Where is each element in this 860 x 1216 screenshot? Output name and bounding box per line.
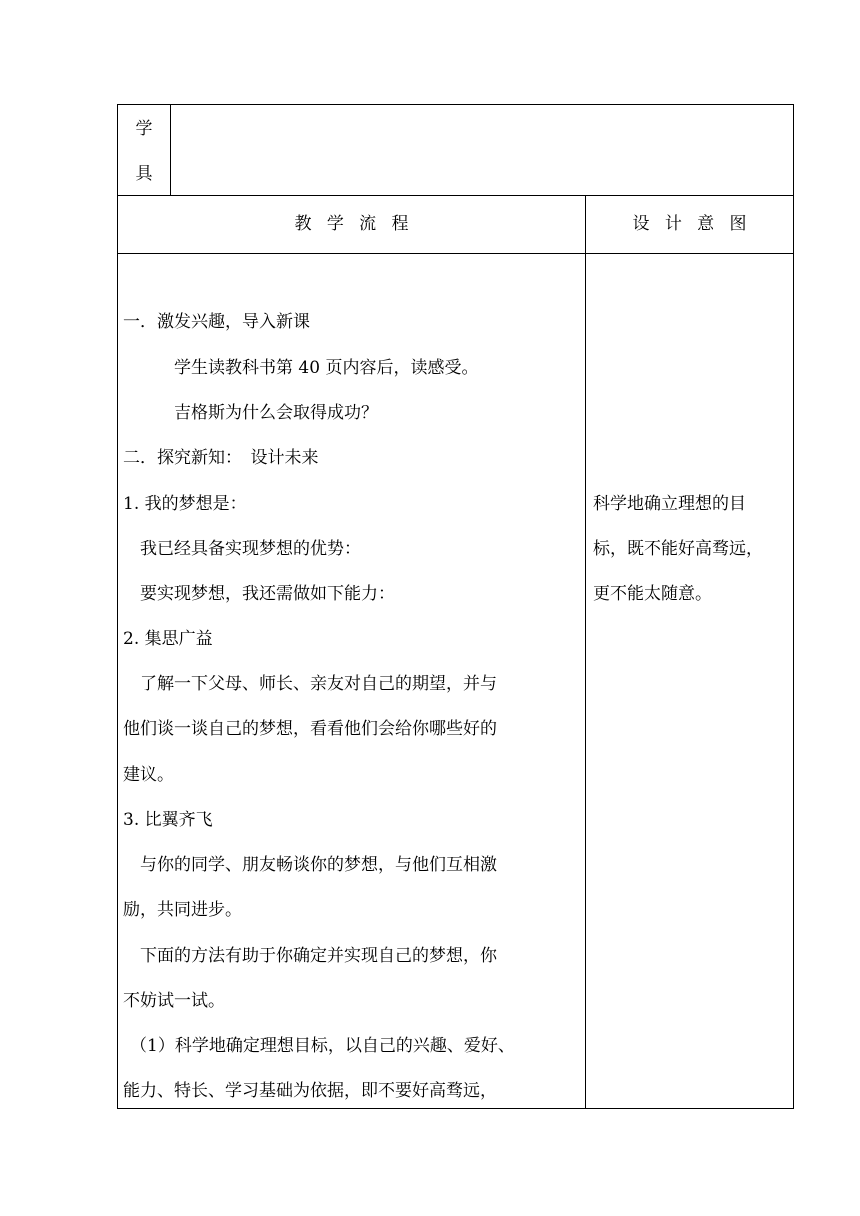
process-text: 了解一下父母、师长、亲友对自己的期望，并与 [140,674,497,694]
intent-title: 设计意图 [632,214,762,234]
lesson-plan-table [117,104,794,1109]
process-text: 他们谈一谈自己的梦想，看看他们会给你哪些好的 [123,719,497,739]
intent-text: 科学地确立理想的目 [593,494,746,514]
process-text: 吉格斯为什么会取得成功？ [174,403,378,423]
tools-row [118,105,793,196]
intent-text: 标，既不能好高骛远， [593,539,763,559]
section-heading: 一．激发兴趣，导入新课 [123,312,310,332]
subsection-heading: 3. 比翼齐飞 [123,810,213,830]
process-text: （1）科学地确定理想目标，以自己的兴趣、爱好、 [130,1036,515,1056]
tools-label-cell [118,105,171,195]
subsection-heading: 2. 集思广益 [123,629,213,649]
process-text: 与你的同学、朋友畅谈你的梦想，与他们互相激 [140,855,497,875]
tools-label-char: 具 [135,164,153,184]
section-heading: 二．探究新知： 设计未来 [123,448,319,468]
process-text: 能力、特长、学习基础为依据，即不要好高骛远， [123,1081,497,1101]
process-text: 要实现梦想，我还需做如下能力： [140,584,395,604]
process-text: 不妨试一试。 [123,991,225,1011]
header-row [118,196,793,254]
intent-text: 更不能太随意。 [593,584,712,604]
subsection-heading: 1. 我的梦想是： [123,494,247,514]
process-text: 建议。 [123,765,174,785]
intent-cell [586,254,793,1108]
body-row [118,254,793,1108]
process-text: 下面的方法有助于你确定并实现自己的梦想，你 [140,946,497,966]
tools-label-char: 学 [135,119,153,139]
process-title: 教学流程 [118,196,586,253]
process-text: 我已经具备实现梦想的优势： [140,539,361,559]
process-text: 学生读教科书第 40 页内容后，读感受。 [174,358,479,378]
process-text: 励，共同进步。 [123,900,242,920]
process-cell [118,254,586,1108]
